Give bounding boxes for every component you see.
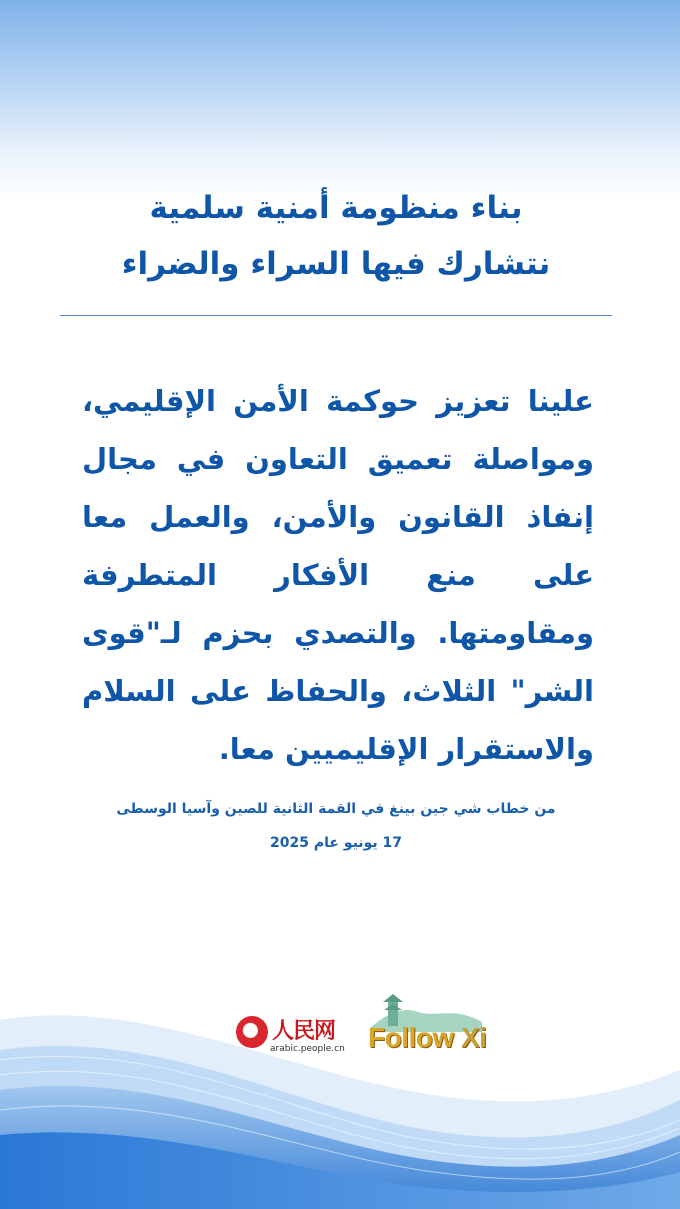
follow-xi-logo: [358, 992, 530, 1064]
page-title: [60, 180, 612, 292]
source-date: 17 يونيو عام 2025: [270, 835, 402, 851]
people-daily-emblem-icon: [236, 1016, 268, 1048]
quote-source: [60, 795, 612, 863]
quote-text: علينا تعزيز حوكمة الأمن الإقليمي، ومواصلة تعميق التعاون في مجال إنفاذ القانون والأمن، والعمل معا على منع الأفكار المتطرفة ومقاومتها. والتصدي بحزم لـ"قوى الشر" الثلاث، والحفاظ على السلام والاستقرار الإقليميين معا.: [82, 384, 594, 766]
people-daily-logo: [236, 1014, 360, 1060]
bottom-waves-decoration: [0, 960, 680, 1209]
follow-word: Follow: [368, 1022, 454, 1053]
follow-name: Xi: [460, 1022, 487, 1053]
people-daily-chinese-name: 人民网: [272, 1018, 336, 1044]
title-line-1: بناء منظومة أمنية سلمية: [149, 190, 523, 226]
top-gradient-background: [0, 0, 680, 200]
title-line-2: نتشارك فيها السراء والضراء: [121, 246, 551, 282]
people-daily-url: arabic.people.cn: [270, 1044, 345, 1054]
source-speech: من خطاب شي جين بينغ في القمة الثانية للصين وآسيا الوسطى: [116, 801, 556, 817]
title-divider: [60, 315, 612, 316]
follow-xi-wordmark: [368, 1022, 486, 1054]
